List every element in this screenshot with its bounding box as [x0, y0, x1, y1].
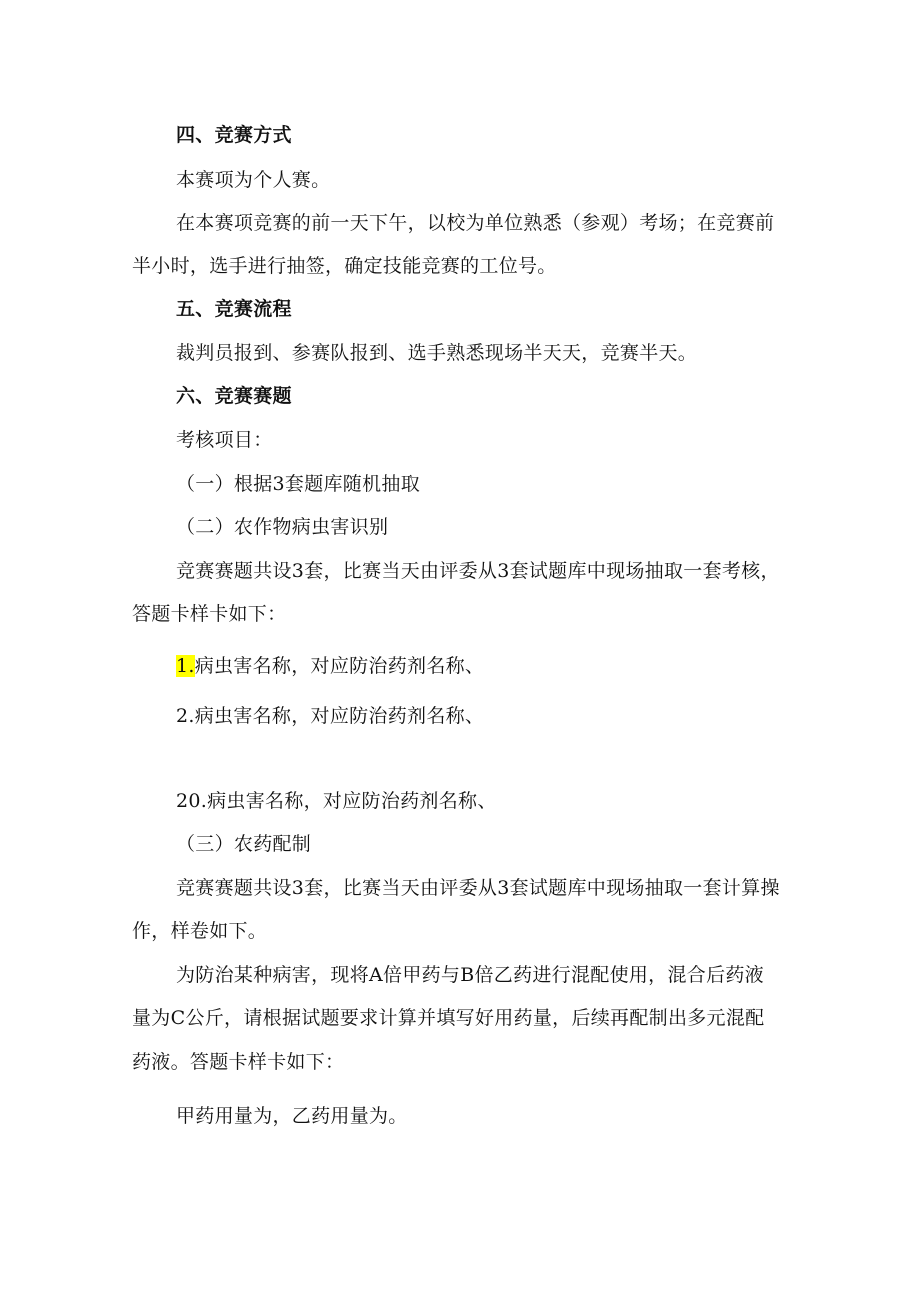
question-line-3: 药液。答题卡样卡如下：: [132, 1051, 345, 1073]
section-6-intro: 考核项目：: [176, 429, 273, 451]
item-2-paragraph-line-1: 竞赛赛题共设3套，比赛当天由评委从3套试题库中现场抽取一套考核，: [176, 560, 780, 582]
section-4-paragraph-2-line-2: 半小时，选手进行抽签，确定技能竞赛的工位号。: [132, 255, 557, 277]
section-4-paragraph-2-line-1: 在本赛项竞赛的前一天下午，以校为单位熟悉（参观）考场；在竞赛前: [176, 212, 775, 234]
section-6-item-3: （三）农药配制: [176, 833, 312, 855]
answer-line-1: [176, 654, 484, 678]
answer-line-2: 2.病虫害名称，对应防治药剂名称、: [176, 705, 485, 727]
answer-card-line: 甲药用量为，乙药用量为。: [176, 1105, 408, 1127]
answer-line-20: 20.病虫害名称，对应防治药剂名称、: [176, 790, 497, 812]
item-3-paragraph-line-2: 作，样卷如下。: [132, 920, 268, 942]
highlighted-number: 1.: [176, 655, 195, 677]
item-2-paragraph-line-2: 答题卡样卡如下：: [132, 603, 287, 625]
section-6-item-2: （二）农作物病虫害识别: [176, 516, 389, 538]
section-6-item-1: （一）根据3套题库随机抽取: [176, 473, 420, 495]
answer-line-1-text: 病虫害名称，对应防治药剂名称、: [194, 655, 485, 677]
section-6-heading: 六、竞赛赛题: [176, 385, 292, 407]
section-4-paragraph-1: 本赛项为个人赛。: [176, 169, 331, 191]
question-line-1: 为防治某种病害，现将A倍甲药与B倍乙药进行混配使用，混合后药液: [176, 964, 764, 986]
item-3-paragraph-line-1: 竞赛赛题共设3套，比赛当天由评委从3套试题库中现场抽取一套计算操: [176, 877, 780, 899]
section-4-heading: 四、竞赛方式: [176, 124, 292, 146]
section-5-heading: 五、竞赛流程: [176, 298, 292, 320]
section-5-paragraph-1: 裁判员报到、参赛队报到、选手熟悉现场半天天，竞赛半天。: [176, 342, 698, 364]
question-line-2: 量为C公斤，请根据试题要求计算并填写好用药量，后续再配制出多元混配: [132, 1007, 765, 1029]
